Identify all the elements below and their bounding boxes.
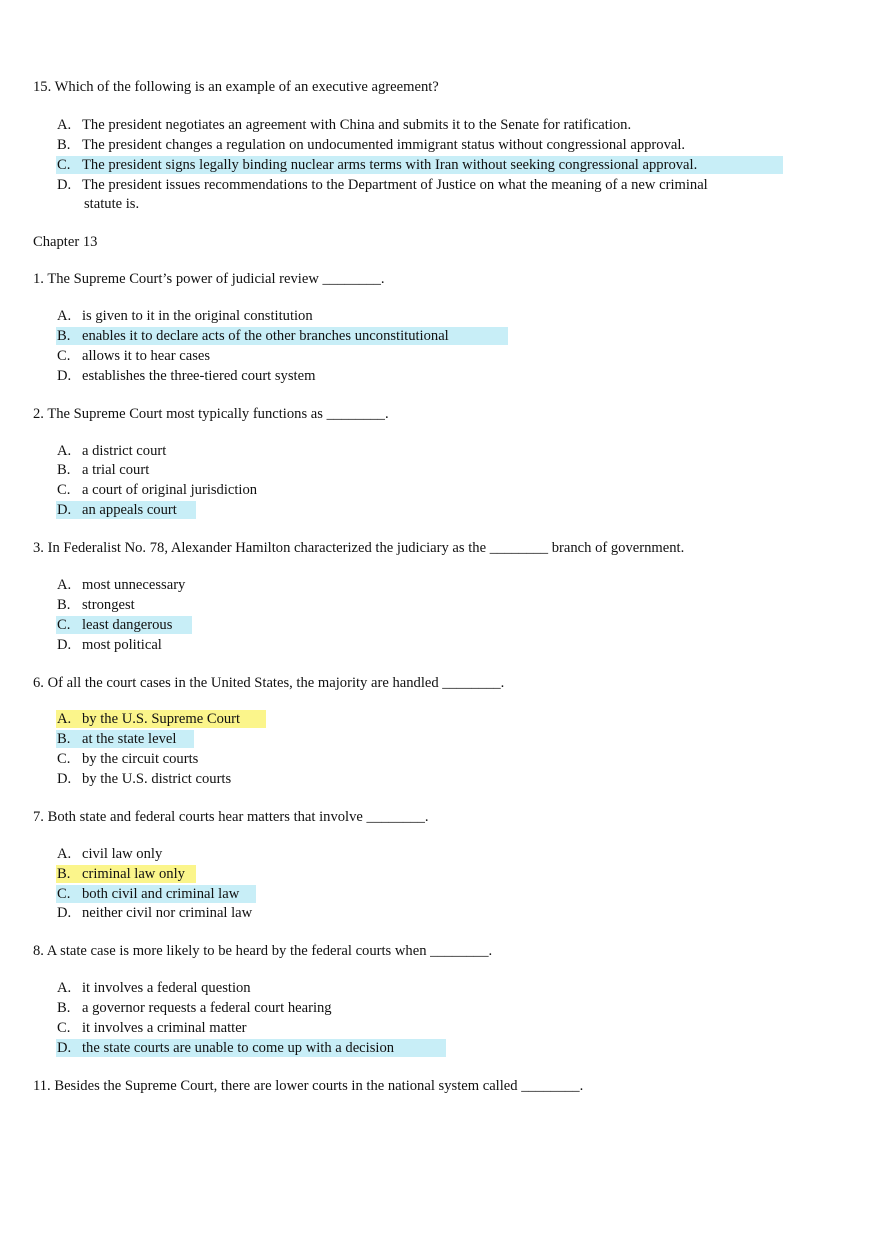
option-letter: B. [57, 137, 71, 153]
option-a [57, 116, 631, 134]
question-3: 3. In Federalist No. 78, Alexander Hamilton characterized the judiciary as the ________ branch of government. [33, 540, 685, 556]
option-c [57, 347, 210, 365]
option-letter: C. [57, 751, 71, 767]
option-letter: A. [57, 980, 72, 996]
option-letter: C. [57, 886, 71, 902]
option-b [57, 136, 685, 154]
option-text: criminal law only [82, 866, 185, 882]
question-2: 2. The Supreme Court most typically functions as ________. [33, 406, 389, 422]
chapter-heading: Chapter 13 [33, 234, 98, 250]
option-letter: C. [57, 348, 71, 364]
option-letter: B. [57, 328, 71, 344]
option-text: an appeals court [82, 502, 177, 518]
option-text: it involves a criminal matter [82, 1020, 247, 1036]
option-d [57, 904, 252, 922]
option-a [57, 307, 313, 325]
option-letter: B. [57, 866, 71, 882]
option-d [57, 176, 708, 194]
option-c [57, 885, 239, 903]
option-letter: B. [57, 462, 71, 478]
option-text: least dangerous [82, 617, 173, 633]
option-letter: D. [57, 771, 72, 787]
option-letter: A. [57, 443, 72, 459]
option-a [57, 979, 251, 997]
question-1: 1. The Supreme Court’s power of judicial review ________. [33, 271, 385, 287]
option-text: by the U.S. Supreme Court [82, 711, 241, 727]
option-d [57, 636, 162, 654]
option-text: The president changes a regulation on undocumented immigrant status without congressional approval. [82, 137, 686, 153]
option-letter: B. [57, 597, 71, 613]
option-text: is given to it in the original constitution [82, 308, 313, 324]
option-text: civil law only [82, 846, 163, 862]
option-letter: A. [57, 577, 72, 593]
option-a [57, 442, 166, 460]
option-a [57, 845, 162, 863]
option-text: most unnecessary [82, 577, 186, 593]
option-b [57, 999, 332, 1017]
option-letter: D. [57, 368, 72, 384]
option-a [57, 710, 240, 728]
option-c [57, 481, 257, 499]
option-c [57, 616, 172, 634]
option-text: most political [82, 637, 162, 653]
option-letter: A. [57, 117, 72, 133]
option-text: the state courts are unable to come up with a decision [82, 1040, 395, 1056]
question-11: 11. Besides the Supreme Court, there are lower courts in the national system called ________. [33, 1078, 584, 1094]
option-d-continuation: statute is. [84, 196, 140, 212]
option-text: neither civil nor criminal law [82, 905, 253, 921]
option-letter: A. [57, 711, 72, 727]
option-letter: C. [57, 157, 71, 173]
option-letter: D. [57, 905, 72, 921]
option-d [57, 501, 177, 519]
option-letter: B. [57, 731, 71, 747]
option-b [57, 865, 185, 883]
option-d [57, 367, 315, 385]
option-text: The president signs legally binding nuclear arms terms with Iran without seeking congressional approval. [82, 157, 698, 173]
option-d [57, 770, 231, 788]
option-c [57, 750, 198, 768]
option-letter: A. [57, 308, 72, 324]
option-text: a trial court [82, 462, 150, 478]
option-c [57, 156, 697, 174]
option-letter: C. [57, 617, 71, 633]
question-15: 15. Which of the following is an example of an executive agreement? [33, 79, 439, 95]
option-letter: C. [57, 482, 71, 498]
option-b [57, 327, 449, 345]
option-b [57, 461, 149, 479]
option-letter: D. [57, 1040, 72, 1056]
question-8: 8. A state case is more likely to be heard by the federal courts when ________. [33, 943, 493, 959]
option-text: both civil and criminal law [82, 886, 240, 902]
option-text: by the U.S. district courts [82, 771, 232, 787]
question-6: 6. Of all the court cases in the United States, the majority are handled ________. [33, 675, 505, 691]
option-c [57, 1019, 247, 1037]
option-text: a district court [82, 443, 167, 459]
option-text: at the state level [82, 731, 177, 747]
option-letter: D. [57, 177, 72, 193]
option-text: it involves a federal question [82, 980, 251, 996]
option-a [57, 576, 185, 594]
option-text: establishes the three-tiered court system [82, 368, 316, 384]
option-text: a court of original jurisdiction [82, 482, 258, 498]
option-text: a governor requests a federal court hearing [82, 1000, 332, 1016]
option-text: strongest [82, 597, 135, 613]
option-letter: C. [57, 1020, 71, 1036]
option-letter: A. [57, 846, 72, 862]
option-letter: D. [57, 637, 72, 653]
option-text: The president issues recommendations to the Department of Justice on what the meaning of a new criminal [82, 177, 708, 193]
option-text: The president negotiates an agreement with China and submits it to the Senate for ratification. [82, 117, 632, 133]
option-b [57, 730, 176, 748]
option-text: allows it to hear cases [82, 348, 211, 364]
option-d [57, 1039, 394, 1057]
option-b [57, 596, 135, 614]
option-text: by the circuit courts [82, 751, 199, 767]
option-letter: D. [57, 502, 72, 518]
option-letter: B. [57, 1000, 71, 1016]
option-text: enables it to declare acts of the other branches unconstitutional [82, 328, 449, 344]
question-7: 7. Both state and federal courts hear matters that involve ________. [33, 809, 429, 825]
